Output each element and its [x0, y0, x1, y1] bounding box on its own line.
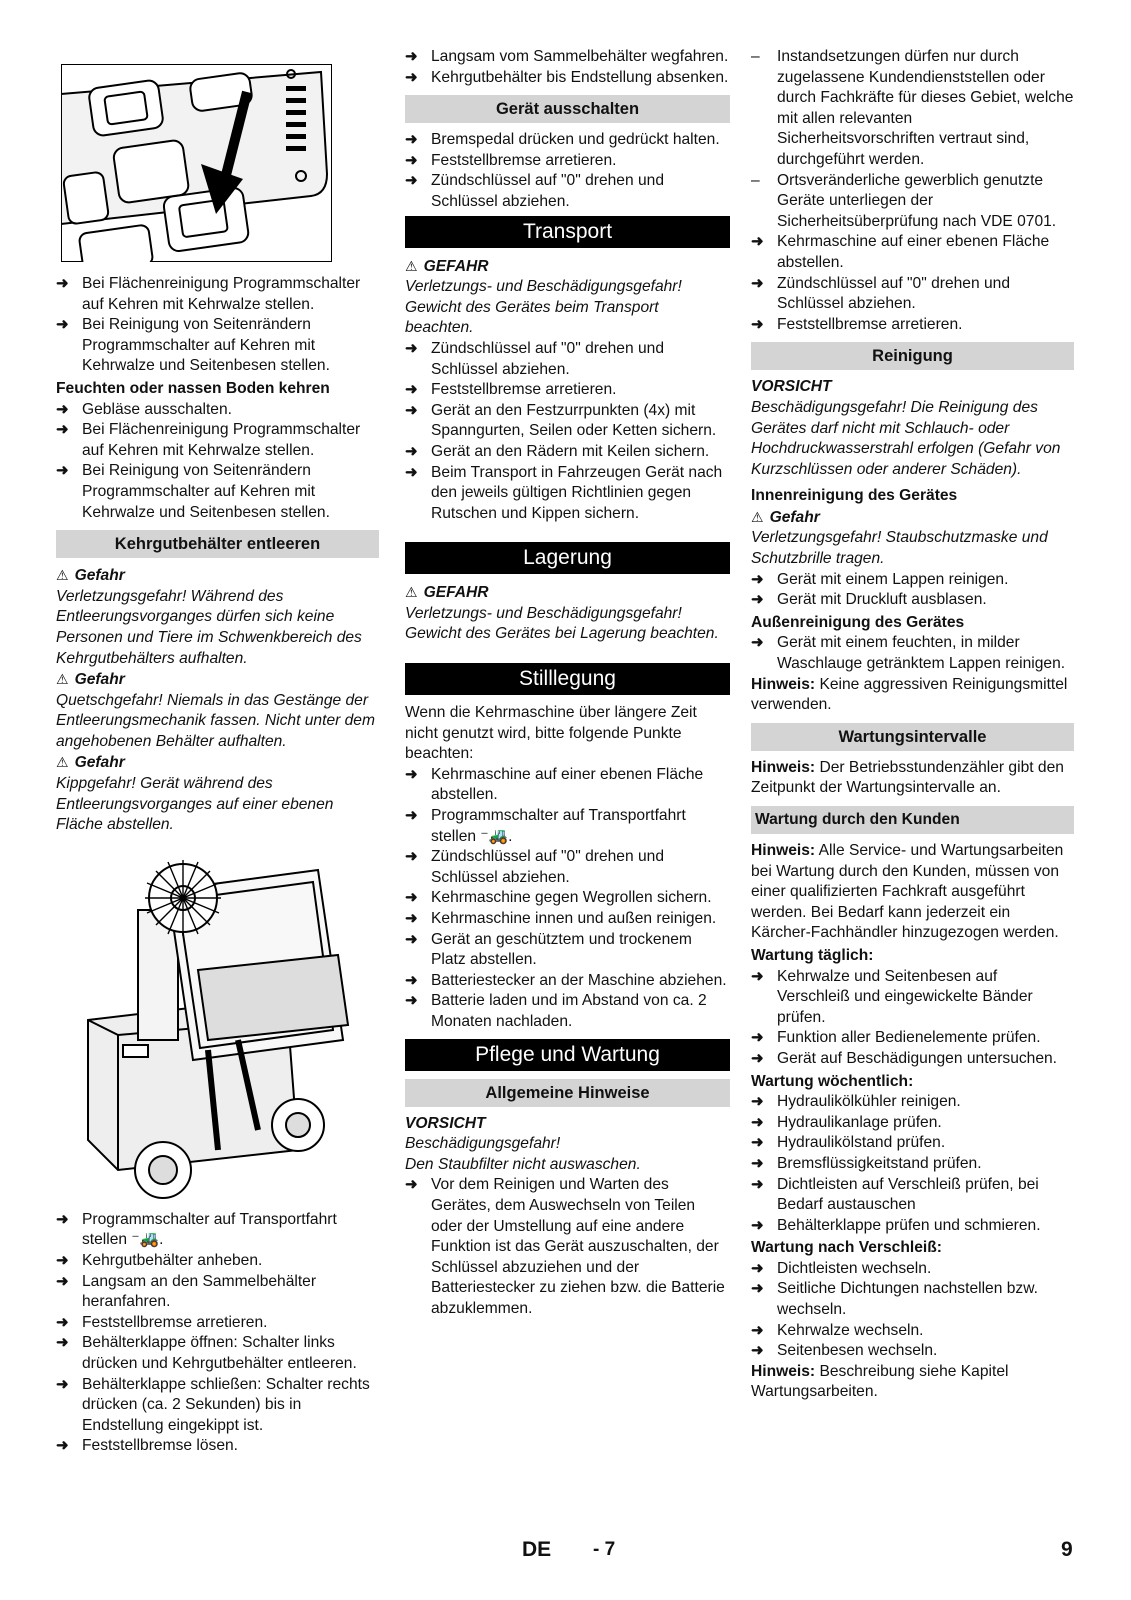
step-item: ➜ Gerät mit Druckluft ausblasen. [751, 590, 1074, 611]
warning-triangle-icon: ⚠ [405, 257, 418, 274]
step-item: ➜ Vor dem Reinigen und Warten des Gerätes, dem Auswechseln von Teilen oder der Umstellung auf eine andere Funktion ist das Gerät auszuschalten, der Schlüssel abzuziehen und der Batteriestecker zu ziehen bzw. die Batterie abzuklemmen. [405, 1175, 730, 1319]
warning-text: Verletzungs- und Beschädigungsgefahr! Gewicht des Gerätes bei Lagerung beachten. [405, 604, 719, 643]
step-item: ➜ Hydraulikanlage prüfen. [751, 1113, 1074, 1134]
chapter-stilllegung: Stilllegung [405, 663, 730, 695]
step-item: ➜ Gerät an geschütztem und trockenem Platz abstellen. [405, 930, 730, 971]
warning-triangle-icon: ⚠ [751, 508, 764, 525]
sweeper-dumping-figure [58, 850, 358, 1202]
caution-title: VORSICHT [751, 378, 832, 396]
warning-text: Kippgefahr! Gerät während des Entleerungsvorganges auf einer ebenen Fläche abstellen. [56, 775, 334, 834]
step-item: ➜ Kehrgutbehälter anheben. [56, 1251, 379, 1272]
section-wartungsintervalle: Wartungsintervalle [751, 723, 1074, 751]
transport-mode-icon: ⁻🚜. [131, 1231, 164, 1249]
note: Hinweis: Beschreibung siehe Kapitel Wartungsarbeiten. [751, 1362, 1009, 1401]
note: Hinweis: Keine aggressiven Reinigungsmittel verwenden. [751, 675, 1068, 714]
transport-mode-icon: ⁻🚜. [480, 827, 513, 845]
paragraph: Wenn die Kehrmaschine über längere Zeit nicht genutzt wird, bitte folgende Punkte beachten: [405, 704, 697, 763]
section-reinigung: Reinigung [751, 342, 1074, 370]
warning-triangle-icon: ⚠ [56, 567, 69, 584]
chapter-pflege-wartung: Pflege und Wartung [405, 1039, 730, 1071]
step-item: ➜ Zündschlüssel auf "0" drehen und Schlüssel abziehen. [405, 339, 730, 380]
step-item: ➜ Gerät auf Beschädigungen untersuchen. [751, 1049, 1074, 1070]
step-item: ➜ Batterie laden und im Abstand von ca. 2 Monaten nachladen. [405, 991, 730, 1032]
caution-title: VORSICHT [405, 1114, 486, 1132]
footer-page-number: 9 [1061, 1538, 1073, 1561]
subheading-feucht: Feuchten oder nassen Boden kehren [56, 379, 330, 397]
step-item: ➜ Funktion aller Bedienelemente prüfen. [751, 1028, 1074, 1049]
warning-title: ⚠ Gefahr [56, 671, 125, 689]
warning-text: Verletzungsgefahr! Während des Entleerungsvorganges dürfen sich keine Personen und Tiere im Schwenkbereich des Kehrgutbehälters aufhalten. [56, 587, 362, 667]
warning-triangle-icon: ⚠ [56, 754, 69, 771]
step-item: ➜ Behälterklappe prüfen und schmieren. [751, 1216, 1074, 1237]
subheading-innen: Innenreinigung des Gerätes [751, 487, 958, 505]
step-item: ➜ Gerät mit einem Lappen reinigen. [751, 570, 1074, 591]
step-item: ➜ Kehrmaschine auf einer ebenen Fläche abstellen. [405, 765, 730, 806]
step-item: ➜ Gerät mit einem feuchten, in milder Waschlauge getränktem Lappen reinigen. [751, 633, 1074, 674]
step-item: ➜ Zündschlüssel auf "0" drehen und Schlüssel abziehen. [751, 274, 1074, 315]
step-item: ➜ Bei Flächenreinigung Programmschalter auf Kehren mit Kehrwalze stellen. [56, 274, 379, 315]
chapter-lagerung: Lagerung [405, 542, 730, 574]
step-item: ➜ Gebläse ausschalten. [56, 400, 379, 421]
caution-text: Beschädigungsgefahr! Die Reinigung des Gerätes darf nicht mit Schlauch- oder Hochdruckwasserstrahl erfolgen (Gefahr von Kurzschlüssen oder anderer Schäden). [751, 398, 1061, 478]
step-item: ➜ Dichtleisten wechseln. [751, 1259, 1074, 1280]
step-item: ➜ Kehrwalze und Seitenbesen auf Verschleiß und eingewickelte Bänder prüfen. [751, 967, 1074, 1029]
step-item: ➜ Behälterklappe schließen: Schalter rechts drücken (ca. 2 Sekunden) bis in Endstellung eingekippt ist. [56, 1375, 379, 1437]
step-item: ➜ Feststellbremse arretieren. [405, 380, 730, 401]
note: Hinweis: Der Betriebsstundenzähler gibt den Zeitpunkt der Wartungsintervalle an. [751, 758, 1064, 797]
warning-text: Verletzungsgefahr! Staubschutzmaske und Schutzbrille tragen. [751, 529, 1048, 568]
warning-title: ⚠ Gefahr [56, 754, 125, 772]
column-3 [751, 47, 1074, 1403]
dash-item: – Instandsetzungen dürfen nur durch zugelassene Kundendienststellen oder durch Fachkräfte für dieses Gebiet, welche mit allen relevanten Sicherheitsvorschriften vertraut sind, durchgeführt werden. [751, 47, 1074, 171]
subheading-woechentlich: Wartung wöchentlich: [751, 1072, 914, 1090]
dash-item: – Ortsveränderliche gewerblich genutzte Geräte unterliegen der Sicherheitsüberprüfung nach VDE 0701. [751, 171, 1074, 233]
step-item: ➜ Kehrmaschine innen und außen reinigen. [405, 909, 730, 930]
step-item: ➜ Zündschlüssel auf "0" drehen und Schlüssel abziehen. [405, 171, 730, 212]
note: Hinweis: Alle Service- und Wartungsarbeiten bei Wartung durch den Kunden, müssen von einer qualifizierten Fachkraft ausgeführt werden. Bei Bedarf kann jederzeit ein Kärcher-Fachhändler hinzugezogen werden. [751, 842, 1064, 942]
subheading-taeglich: Wartung täglich: [751, 946, 874, 964]
step-item: ➜ Programmschalter auf Transportfahrt stellen ⁻🚜. [56, 1210, 379, 1251]
sweeper-drawing [58, 850, 358, 1202]
step-item: ➜ Bei Reinigung von Seitenrändern Programmschalter auf Kehren mit Kehrwalze und Seitenbesen stellen. [56, 315, 379, 377]
section-geraet-ausschalten: Gerät ausschalten [405, 95, 730, 123]
step-item: ➜ Hydraulikölkühler reinigen. [751, 1092, 1074, 1113]
section-wartung-kunde: Wartung durch den Kunden [751, 806, 1074, 834]
warning-title: ⚠ Gefahr [56, 567, 125, 585]
step-item: ➜ Gerät an den Festzurrpunkten (4x) mit Spanngurten, Seilen oder Ketten sichern. [405, 401, 730, 442]
step-item: ➜ Kehrgutbehälter bis Endstellung absenken. [405, 68, 730, 89]
section-kehrgut-entleeren: Kehrgutbehälter entleeren [56, 530, 379, 558]
step-item: ➜ Gerät an den Rädern mit Keilen sichern. [405, 442, 730, 463]
step-item: ➜ Programmschalter auf Transportfahrt stellen ⁻🚜. [405, 806, 730, 847]
step-item: ➜ Feststellbremse arretieren. [751, 315, 1074, 336]
step-item: ➜ Zündschlüssel auf "0" drehen und Schlüssel abziehen. [405, 847, 730, 888]
step-item: ➜ Hydraulikölstand prüfen. [751, 1133, 1074, 1154]
step-item: ➜ Dichtleisten auf Verschleiß prüfen, bei Bedarf austauschen [751, 1175, 1074, 1216]
step-item: ➜ Kehrmaschine gegen Wegrollen sichern. [405, 888, 730, 909]
warning-title: ⚠ GEFAHR [405, 257, 489, 275]
warning-title: ⚠ GEFAHR [405, 584, 489, 602]
step-item: ➜ Bremsflüssigkeitstand prüfen. [751, 1154, 1074, 1175]
step-item: ➜ Bei Reinigung von Seitenrändern Programmschalter auf Kehren mit Kehrwalze und Seitenbesen stellen. [56, 461, 379, 523]
step-item: ➜ Batteriestecker an der Maschine abziehen. [405, 971, 730, 992]
step-item: ➜ Kehrwalze wechseln. [751, 1321, 1074, 1342]
step-item: ➜ Kehrmaschine auf einer ebenen Fläche abstellen. [751, 232, 1074, 273]
chapter-transport: Transport [405, 216, 730, 248]
step-item: ➜ Feststellbremse arretieren. [56, 1313, 379, 1334]
warning-title: ⚠ Gefahr [751, 508, 820, 526]
footer-language: DE [522, 1538, 552, 1561]
subheading-verschleiss: Wartung nach Verschleiß: [751, 1239, 942, 1257]
control-panel-figure [61, 64, 332, 262]
column-1 [56, 47, 379, 1457]
warning-triangle-icon: ⚠ [56, 671, 69, 688]
warning-triangle-icon: ⚠ [405, 584, 418, 601]
step-item: ➜ Feststellbremse arretieren. [405, 151, 730, 172]
warning-text: Verletzungs- und Beschädigungsgefahr! Gewicht des Gerätes beim Transport beachten. [405, 278, 682, 337]
step-item: ➜ Feststellbremse lösen. [56, 1436, 379, 1457]
subheading-aussen: Außenreinigung des Gerätes [751, 613, 965, 631]
step-item: ➜ Bei Flächenreinigung Programmschalter auf Kehren mit Kehrwalze stellen. [56, 420, 379, 461]
section-allgemeine-hinweise: Allgemeine Hinweise [405, 1079, 730, 1107]
step-item: ➜ Behälterklappe öffnen: Schalter links drücken und Kehrgutbehälter entleeren. [56, 1333, 379, 1374]
column-2 [405, 47, 730, 1320]
step-item: ➜ Seitenbesen wechseln. [751, 1341, 1074, 1362]
warning-text: Quetschgefahr! Niemals in das Gestänge der Entleerungsmechanik fassen. Nicht unter dem angehobenen Behälter aufhalten. [56, 691, 375, 750]
step-item: ➜ Langsam vom Sammelbehälter wegfahren. [405, 47, 730, 68]
control-panel-drawing [61, 64, 332, 262]
step-item: ➜ Beim Transport in Fahrzeugen Gerät nach den jeweils gültigen Richtlinien gegen Rutschen und Kippen sichern. [405, 463, 730, 525]
footer-page-label: - 7 [593, 1539, 616, 1560]
caution-text: Beschädigungsgefahr! Den Staubfilter nicht auswaschen. [405, 1135, 641, 1173]
step-item: ➜ Seitliche Dichtungen nachstellen bzw. wechseln. [751, 1279, 1074, 1320]
step-item: ➜ Bremspedal drücken und gedrückt halten. [405, 130, 730, 151]
step-item: ➜ Langsam an den Sammelbehälter heranfahren. [56, 1272, 379, 1313]
